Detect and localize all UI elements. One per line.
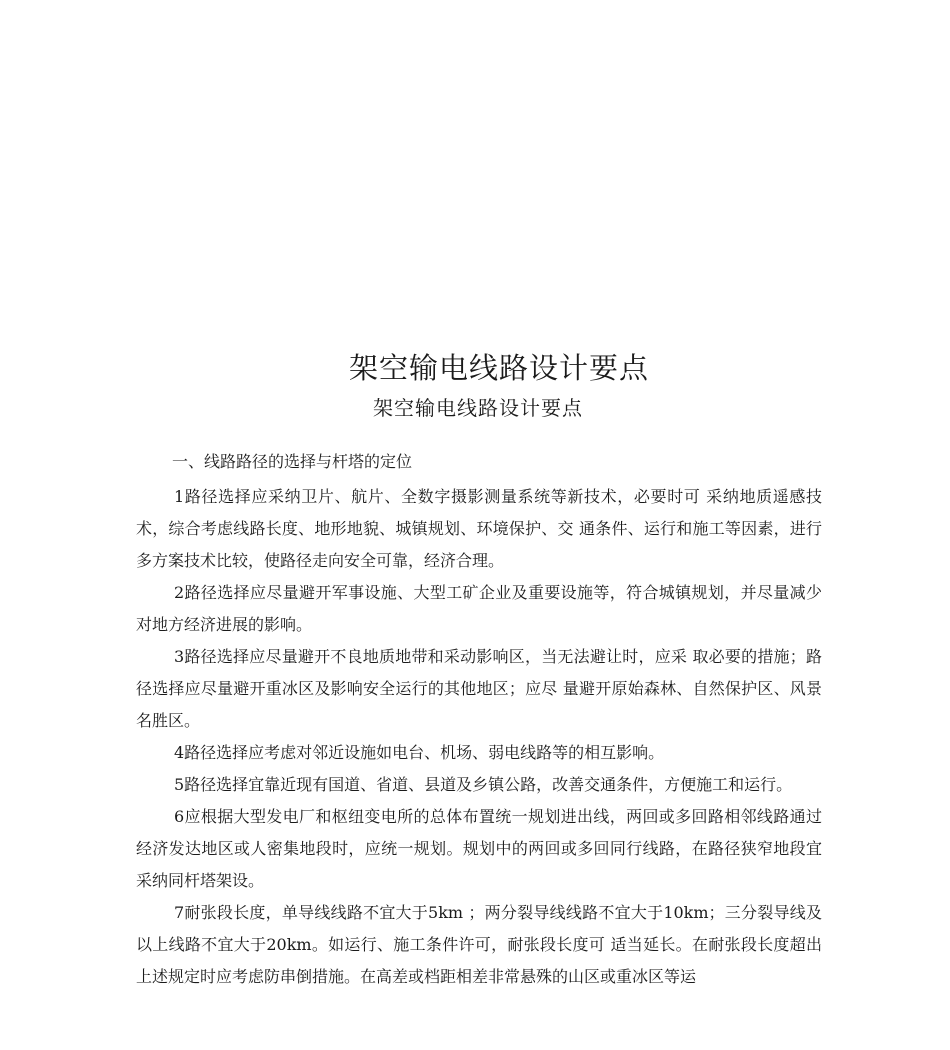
paragraph-6: 6应根据大型发电厂和枢纽变电所的总体布置统一规划进出线，两回或多回路相邻线路通过经济发达地区或人密集地段时，应统一规划。规划中的两回或多回同行线路，在路径狭窄地段宜采纳同杆塔架设。 (136, 807, 822, 890)
paragraph-2: 2路径选择应尽量避开军事设施、大型工矿企业及重要设施等，符合城镇规划，并尽量减少对地方经济进展的影响。 (136, 583, 822, 634)
document-title: 架空输电线路设计要点 (348, 351, 649, 385)
paragraph-7: 7耐张段长度，单导线线路不宜大于5km ；两分裂导线线路不宜大于10km；三分裂导线及以上线路不宜大于20km。如运行、施工条件许可，耐张段长度可 适当延长。在耐张段长度超出上述规定时应考虑防串倒措施。在高差或档距相差非常悬殊的山区或重冰区等运 (136, 903, 822, 986)
document-subtitle: 架空输电线路设计要点 (373, 396, 583, 420)
paragraph-3: 3路径选择应尽量避开不良地质地带和采动影响区，当无法避让时，应采 取必要的措施；路径选择应尽量避开重冰区及影响安全运行的其他地区；应尽 量避开原始森林、自然保护区、风景名胜区。 (136, 647, 822, 730)
section-heading: 一、线路路径的选择与杆塔的定位 (172, 452, 413, 471)
paragraph-1: 1路径选择应采纳卫片、航片、全数字摄影测量系统等新技术，必要时可 采纳地质遥感技术，综合考虑线路长度、地形地貌、城镇规划、环境保护、交 通条件、运行和施工等因素，进行多方案技术比较，使路径走向安全可靠，经济合理。 (136, 487, 822, 570)
paragraph-5: 5路径选择宜靠近现有国道、省道、县道及乡镇公路，改善交通条件，方便施工和运行。 (174, 775, 793, 794)
paragraph-4: 4路径选择应考虑对邻近设施如电台、机场、弱电线路等的相互影响。 (174, 743, 665, 762)
document-body (136, 446, 822, 993)
